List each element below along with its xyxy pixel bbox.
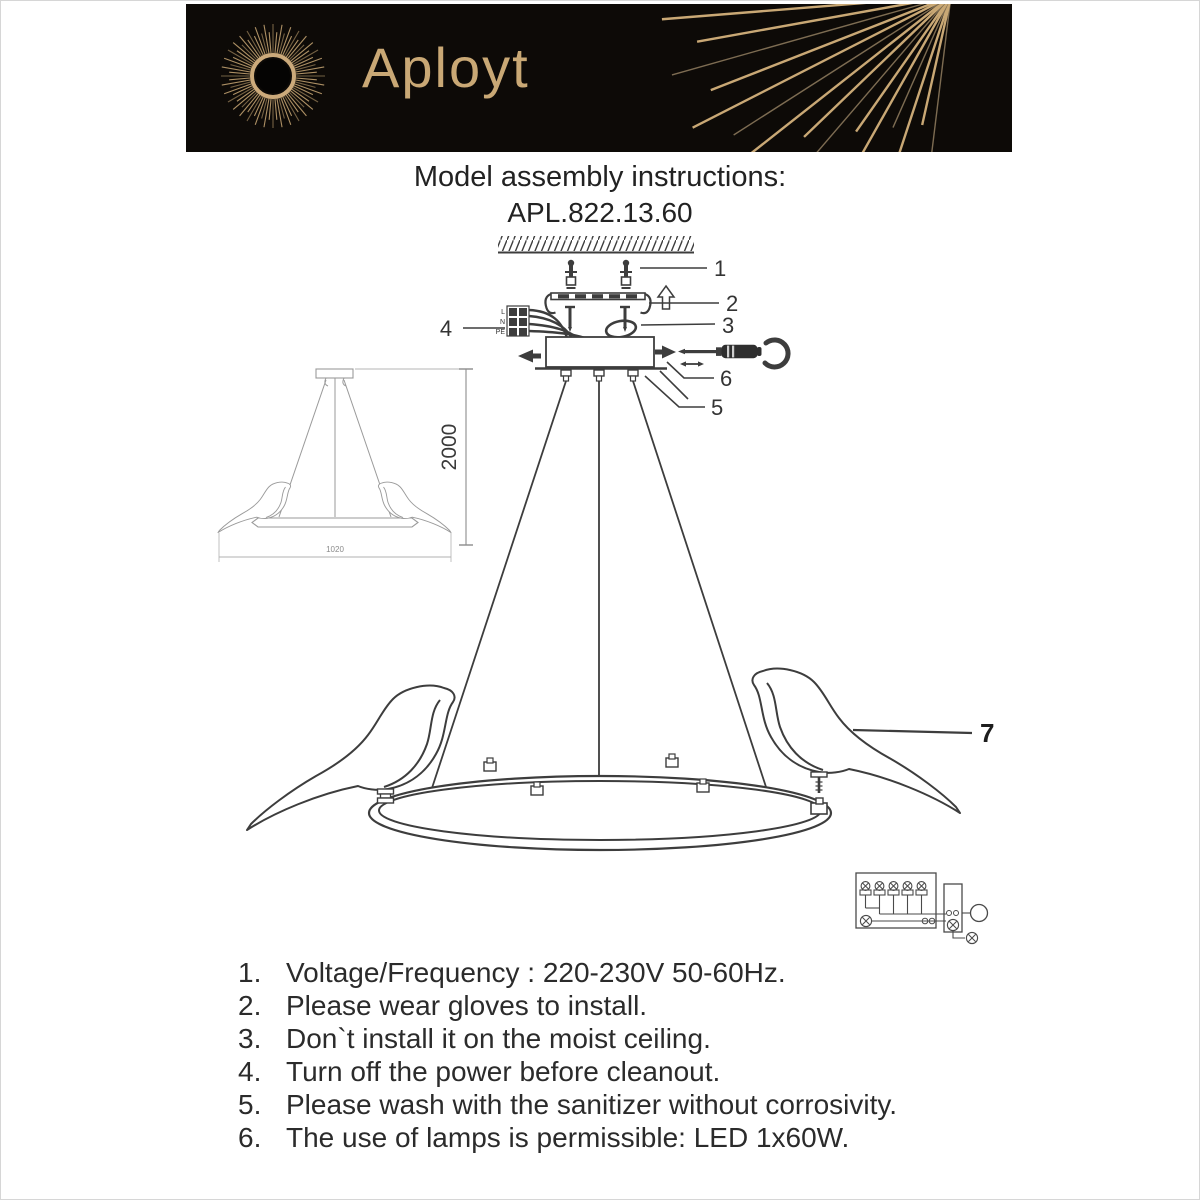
item-text: Don`t install it on the moist ceiling. xyxy=(286,1023,711,1054)
page-title: Model assembly instructions: xyxy=(413,161,787,193)
up-arrow-icon xyxy=(658,286,674,309)
screwdriver-icon xyxy=(678,345,762,367)
item-text: Voltage/Frequency : 220-230V 50-60Hz. xyxy=(286,957,786,988)
item-number: 3. xyxy=(238,1023,262,1054)
model-number: APL.822.13.60 xyxy=(507,197,693,228)
item-text: Please wear gloves to install. xyxy=(286,990,648,1021)
terminal-label-L: L xyxy=(501,309,505,316)
item-number: 6. xyxy=(238,1122,262,1153)
brand-name: Aployt xyxy=(362,36,530,99)
lamp-symbol xyxy=(971,905,988,922)
ground-symbol xyxy=(966,932,977,943)
bird-right-screw xyxy=(811,772,827,793)
canopy-screws xyxy=(565,307,630,332)
list-item xyxy=(238,989,897,1022)
canopy xyxy=(518,337,676,381)
mounting-bracket xyxy=(545,293,650,313)
dimension-width xyxy=(219,533,451,562)
list-item xyxy=(238,1022,897,1055)
list-item xyxy=(238,956,897,989)
part-label-5: 5 xyxy=(711,395,724,420)
terminal-block xyxy=(496,306,529,336)
item-number: 4. xyxy=(238,1056,262,1087)
part-label-4: 4 xyxy=(439,316,453,341)
item-text: Turn off the power before cleanout. xyxy=(286,1056,721,1087)
anchor-bolt-icons xyxy=(565,260,632,288)
leader-7 xyxy=(853,730,972,733)
leader-5b xyxy=(660,371,688,399)
item-text: The use of lamps is permissible: LED 1x60W. xyxy=(286,1122,850,1153)
part-label-3: 3 xyxy=(722,313,735,338)
part-label-7: 7 xyxy=(980,718,995,748)
part-label-1: 1 xyxy=(714,256,727,281)
wire-gripper-studs xyxy=(561,370,638,381)
c-clip-icon xyxy=(765,340,788,367)
list-item xyxy=(238,1121,897,1154)
suspension-wires xyxy=(432,381,767,790)
part-label-2: 2 xyxy=(726,291,739,316)
double-arrow-icon xyxy=(680,361,704,366)
item-number: 2. xyxy=(238,990,262,1021)
supply-wires xyxy=(529,310,585,338)
width-value: 1020 xyxy=(326,545,344,554)
terminal-label-PE: PE xyxy=(495,329,505,336)
pendant-ring xyxy=(369,776,831,850)
instructions-list xyxy=(238,956,897,1154)
wiring-schematic xyxy=(856,873,988,944)
leader-5 xyxy=(645,376,705,407)
ceiling-hatch xyxy=(498,236,694,253)
side-view-diagram xyxy=(218,369,473,562)
leader-3 xyxy=(641,324,715,325)
item-number: 5. xyxy=(238,1089,262,1120)
part-label-6: 6 xyxy=(720,366,733,391)
bird-left-mount xyxy=(378,789,394,803)
terminal-label-N: N xyxy=(499,319,505,326)
list-item xyxy=(238,1088,897,1121)
height-value: 2000 xyxy=(438,423,461,471)
list-item xyxy=(238,1055,897,1088)
item-text: Please wash with the sanitizer without corrosivity. xyxy=(286,1089,898,1120)
item-number: 1. xyxy=(238,957,262,988)
